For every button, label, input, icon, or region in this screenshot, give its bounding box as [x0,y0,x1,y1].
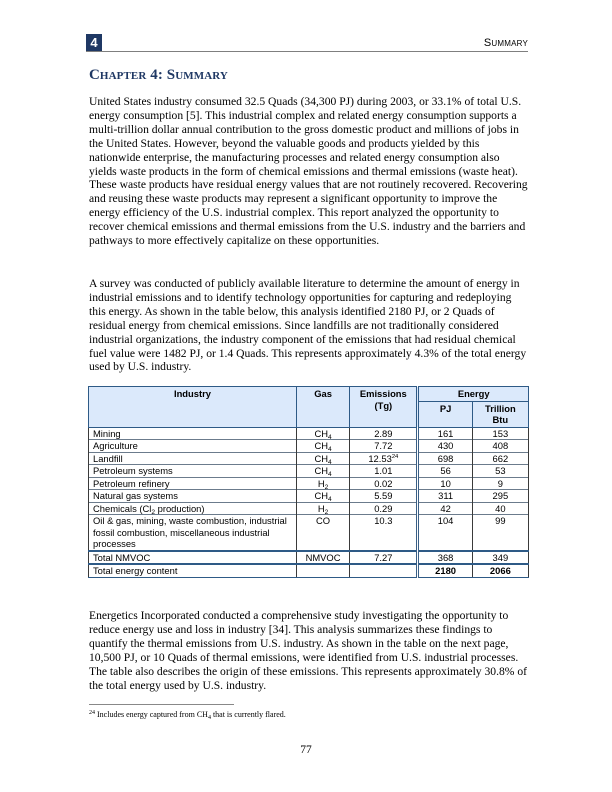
cell-emissions: 10.3 [350,515,418,551]
cell-gas [296,564,349,577]
cell-pj-total: 2180 [418,564,472,577]
cell-industry: Oil & gas, mining, waste combustion, industrial fossil combustion, miscellaneous industrial processes [89,515,297,551]
cell-gas: $H_2$ [296,502,349,515]
header-emissions-unit: (Tg) [374,399,393,411]
cell-gas: $CH_4$ [296,440,349,453]
cell-emissions: 5.59 [350,490,418,503]
cell-pj: 42 [418,502,472,515]
cell-gas: $CH_4$ [296,465,349,478]
paragraph-survey: A survey was conducted of publicly available literature to determine the amount of energy in industrial emissions and to identify technology opportunities for capturing and redeploying this energy. As shown in the table below, this analysis identified 2180 PJ, or 2 Quads of residual energy from chemical emissions. Since landfills are not traditionally considered industrial organizations, the industry component of the emissions that had residual chemical fuel value were 1482 PJ, or 1.4 Quads. This represents approximately 4.3% of the total energy used by U.S. industry. [89,277,527,374]
header-btu-line1: Trillion [484,402,516,414]
cell-gas: $CH_4$ [296,427,349,440]
cell-pj: 10 [418,477,472,490]
header-gas: Gas [296,387,349,428]
footnote-text: Includes energy captured from CH [95,710,208,719]
footnote-text-end: that is currently flared. [210,710,286,719]
cell-pj: 104 [418,515,472,551]
cell-pj: 698 [418,452,472,465]
table-row [89,502,529,515]
header-industry: Industry [89,387,297,428]
running-title: Summary [483,37,528,49]
cell-emissions [350,564,418,577]
cell-gas: CO [296,515,349,551]
table-row [89,452,529,465]
cell-btu: 662 [472,452,528,465]
page-number: 77 [300,744,312,756]
cell-btu: 153 [472,427,528,440]
table-row [89,465,529,478]
header-emissions [350,387,418,428]
cell-btu: 9 [472,477,528,490]
cell-emissions: 7.72 [350,440,418,453]
table-row [89,477,529,490]
cell-gas: $CH_4$ [296,490,349,503]
footnote-subscript: 4 [207,715,211,721]
cell-pj: 56 [418,465,472,478]
table-row [89,515,529,551]
table-row [89,490,529,503]
cell-pj: 430 [418,440,472,453]
cell-industry: Petroleum systems [89,465,297,478]
footnote-marker: 24 [89,710,95,716]
cell-gas: $H_2$ [296,477,349,490]
cell-industry: Total energy content [89,564,297,577]
cell-industry: Mining [89,427,297,440]
table-row-total-nmvoc [89,551,529,565]
cell-gas: $CH_4$ [296,452,349,465]
cell-emissions: 12.53$^{24}$ [350,452,418,465]
header-trillion-btu [472,401,528,427]
cell-industry: Landfill [89,452,297,465]
cell-industry: Natural gas systems [89,490,297,503]
header-energy: Energy [418,387,529,402]
running-header [86,34,528,52]
cell-btu: 295 [472,490,528,503]
cell-emissions: 2.89 [350,427,418,440]
chapter-number-badge: 4 [86,34,102,51]
paragraph-intro: United States industry consumed 32.5 Quads (34,300 PJ) during 2003, or 33.1% of total U.S. energy consumption [5]. This industrial complex and related energy consumption supports a multi-trillion dollar annual contribution to the gross domestic product and millions of jobs in the United States. However, beyond the valuable goods and products yielded by this nationwide enterprise, the manufacturing processes and related energy consumption also yields waste products in the form of chemical emissions and thermal emissions (waste heat). These waste products have residual energy values that are not routinely recovered. Recovering and reusing these waste products may represent a significant opportunity to improve the energy efficiency of the U.S. industrial complex. This report analyzed the opportunity to recover chemical emissions and thermal emissions from the U.S. industry and the barriers and pathways to more effectively capitalize on these opportunities. [89,95,528,248]
cell-pj: 161 [418,427,472,440]
cell-industry: Total NMVOC [89,551,297,565]
cell-btu: 53 [472,465,528,478]
cell-emissions: 0.02 [350,477,418,490]
cell-btu: 40 [472,502,528,515]
cell-emissions: 1.01 [350,465,418,478]
header-pj: PJ [418,401,472,427]
emissions-energy-table [88,386,529,578]
cell-pj: 368 [418,551,472,565]
cell-btu: 349 [472,551,528,565]
table-row-total-energy [89,564,529,577]
footnote-separator [89,704,234,705]
cell-pj: 311 [418,490,472,503]
cell-emissions: 0.29 [350,502,418,515]
cell-industry: Petroleum refinery [89,477,297,490]
cell-industry: Chemicals ($Cl_2$ production) [89,502,297,515]
cell-btu: 408 [472,440,528,453]
header-btu-line2: Btu [492,414,509,425]
table-row [89,427,529,440]
cell-gas: NMVOC [296,551,349,565]
paragraph-thermal: Energetics Incorporated conducted a comprehensive study investigating the opportunity to reduce energy use and loss in industry [34]. This analysis summarizes these findings to quantify the thermal emissions from U.S. industry. As shown in the table on the next page, 10,500 PJ, or 10 Quads of thermal emissions, were identified from U.S. industrial processes. The table also describes the origin of these emissions. This represents approximately 30.8% of the total energy used by U.S. industry. [89,609,527,692]
chapter-title: Chapter 4: Summary [89,67,228,83]
header-emissions-label: Emissions [359,388,407,399]
footnote-24 [89,710,286,719]
cell-emissions: 7.27 [350,551,418,565]
cell-btu-total: 2066 [472,564,528,577]
cell-btu: 99 [472,515,528,551]
table-row [89,440,529,453]
cell-industry: Agriculture [89,440,297,453]
footnote-ref-24[interactable]: 24 [391,453,399,460]
